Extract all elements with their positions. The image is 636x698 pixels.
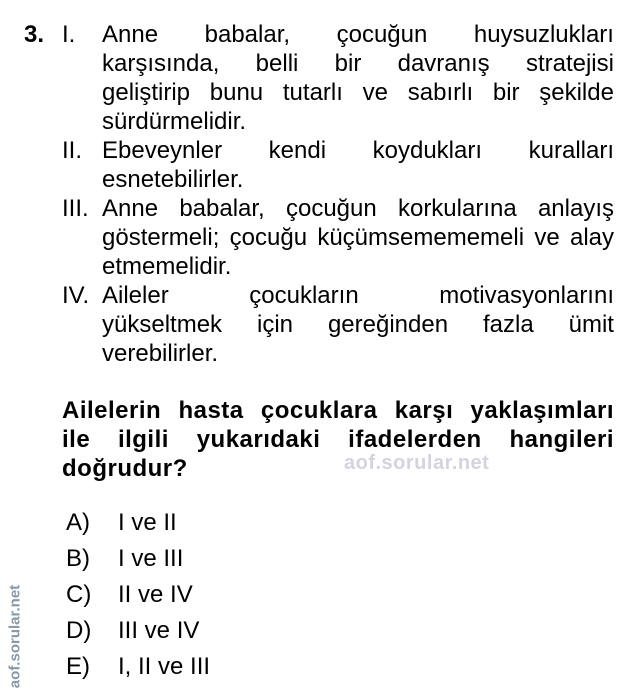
statement-roman-numeral: IV.: [62, 282, 90, 309]
statement-text: Anne babalar, çocuğun korkularına anlayış göstermeli; çocuğu küçümsemememeli ve alay etmemelidir.: [102, 195, 614, 280]
statement-2: [62, 136, 614, 194]
option-text: III ve IV: [118, 617, 200, 644]
question-stem: [62, 396, 614, 483]
option-text: I ve II: [118, 509, 177, 536]
watermark-inline: aof.sorular.net: [344, 452, 490, 474]
option-a[interactable]: [66, 505, 210, 541]
statement-roman-numeral: III.: [62, 195, 89, 222]
option-letter: E): [66, 653, 90, 680]
option-letter: D): [66, 617, 92, 644]
option-d[interactable]: [66, 613, 210, 649]
stem-line: Ailelerin hasta çocuklara karşı yaklaşımları: [62, 397, 614, 424]
option-text: I ve III: [118, 545, 184, 572]
statement-4: [62, 281, 614, 368]
statement-roman-numeral: I.: [62, 21, 76, 48]
option-text: I, II ve III: [118, 653, 211, 680]
option-letter: A): [66, 509, 90, 536]
statement-3: [62, 194, 614, 281]
option-c[interactable]: [66, 577, 210, 613]
option-text: II ve IV: [118, 581, 193, 608]
answer-options: [66, 505, 210, 685]
option-letter: C): [66, 581, 92, 608]
option-e[interactable]: [66, 649, 210, 685]
statement-roman-numeral: II.: [62, 137, 83, 164]
option-letter: B): [66, 545, 90, 572]
watermark-side: aof.sorular.net: [6, 584, 24, 689]
stem-line: doğrudur?: [62, 455, 188, 482]
option-b[interactable]: [66, 541, 210, 577]
stem-line: ile ilgili yukarıdaki ifadelerden hangileri: [62, 426, 614, 453]
statement-1: [62, 20, 614, 136]
question-number: 3.: [24, 21, 45, 48]
statement-text: Ebeveynler kendi koydukları kuralları esnetebilirler.: [102, 137, 614, 193]
statement-text: Anne babalar, çocuğun huysuzlukları karşısında, belli bir davranış stratejisi geliştirip bunu tutarlı ve sabırlı bir şekilde sürdürmelidir.: [102, 21, 614, 135]
statement-text: Aileler çocukların motivasyonlarını yükseltmek için gereğinden fazla ümit verebilirler.: [102, 282, 614, 367]
